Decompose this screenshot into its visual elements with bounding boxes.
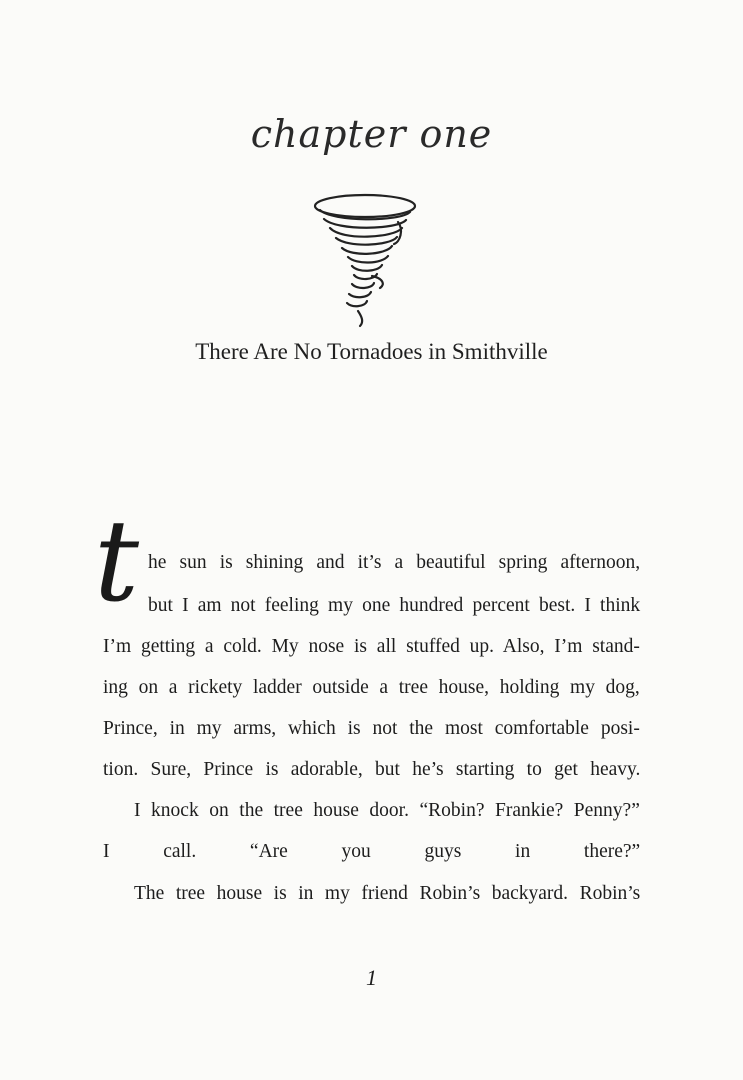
page-number: 1 [366,965,377,990]
chapter-label: chapter one [250,112,493,156]
drop-cap: t [94,497,140,627]
body-line: tion. Sure, Prince is adorable, but he’s starting to get heavy. [103,759,641,780]
chapter-title: There Are No Tornadoes in Smithville [195,339,548,364]
body-line: I knock on the tree house door. “Robin? Frankie? Penny?” [134,800,640,821]
body-line: I’m getting a cold. My nose is all stuffed up. Also, I’m stand- [103,636,640,657]
body-line: but I am not feeling my one hundred percent best. I think [148,595,641,616]
body-line: ing on a rickety ladder outside a tree house, holding my dog, [103,677,640,698]
body-line: The tree house is in my friend Robin’s backyard. Robin’s [134,883,641,904]
body-line: I call. “Are you guys in there?” [103,841,641,862]
body-line: he sun is shining and it’s a beautiful spring afternoon, [148,552,641,573]
tornado-icon [302,186,427,328]
body-line: Prince, in my arms, which is not the most comfortable posi- [103,718,640,739]
